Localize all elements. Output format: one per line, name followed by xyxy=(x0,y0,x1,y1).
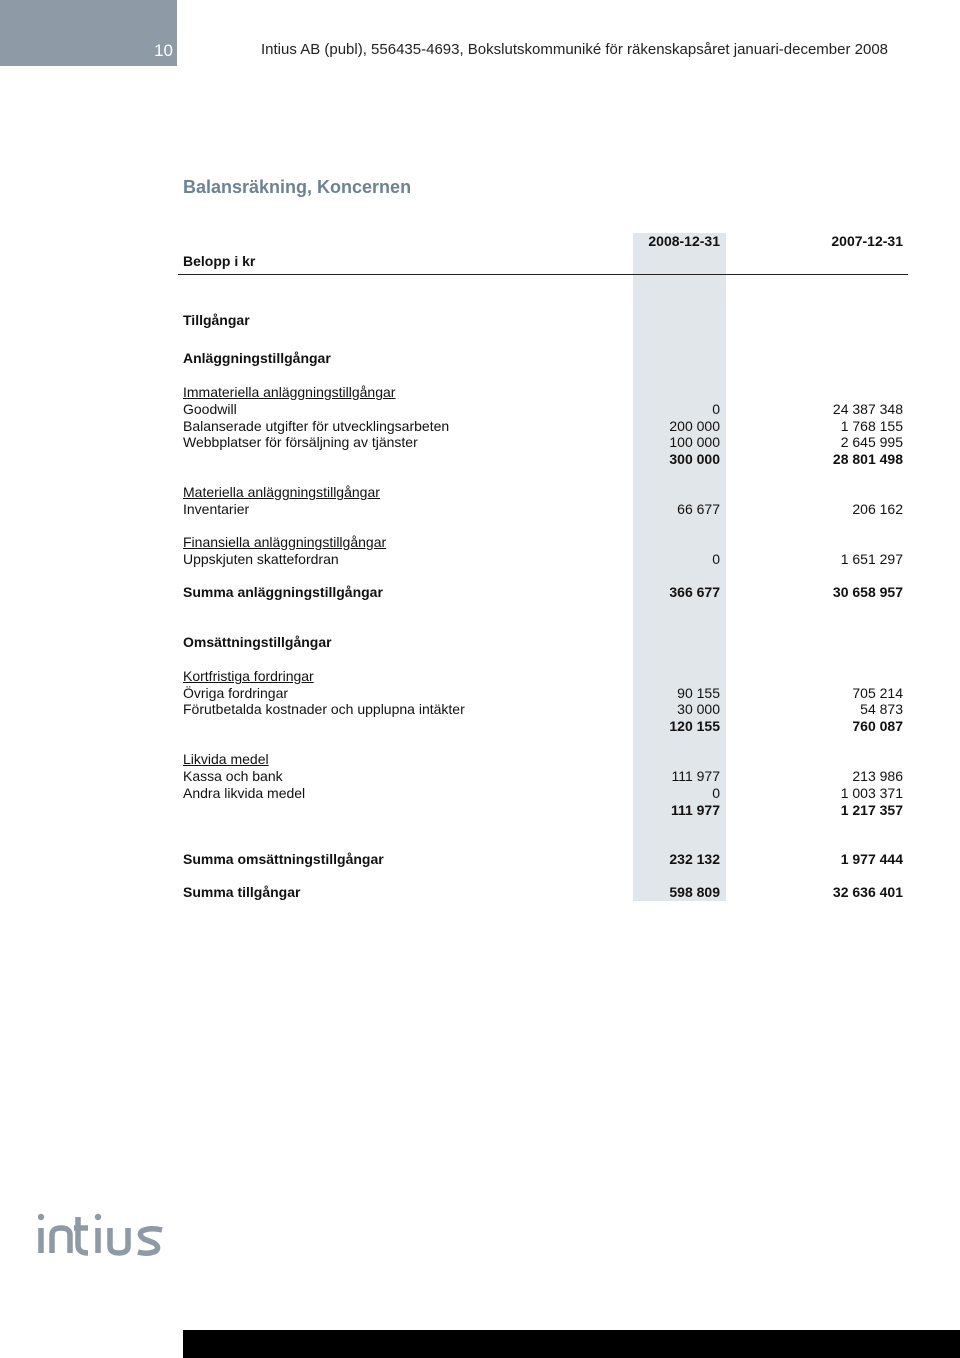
row-label: Övriga fordringar xyxy=(183,685,289,701)
table-row xyxy=(183,350,903,367)
value-2007: 206 162 xyxy=(852,501,903,517)
page-number-box xyxy=(0,0,177,66)
row-label: Immateriella anläggningstillgångar xyxy=(183,384,396,400)
row-label: Goodwill xyxy=(183,401,237,417)
table-row xyxy=(183,802,903,819)
column-header-2007: 2007-12-31 xyxy=(831,233,903,249)
table-row xyxy=(183,701,903,718)
value-2007: 1 003 371 xyxy=(840,785,903,801)
value-2008: 90 155 xyxy=(677,685,720,701)
table-row xyxy=(183,534,903,551)
table-row xyxy=(183,384,903,401)
table-row xyxy=(183,584,903,601)
value-2008: 66 677 xyxy=(677,501,720,517)
table-row xyxy=(183,668,903,685)
value-2008: 232 132 xyxy=(669,851,720,867)
row-label: Andra likvida medel xyxy=(183,785,306,801)
value-2008: 111 977 xyxy=(671,768,720,784)
row-label: Finansiella anläggningstillgångar xyxy=(183,534,387,550)
table-row xyxy=(183,312,903,329)
row-label: Förutbetalda kostnader och upplupna intäkter xyxy=(183,701,465,717)
row-label: Tillgångar xyxy=(183,312,250,328)
table-row xyxy=(183,768,903,785)
amount-unit-label: Belopp i kr xyxy=(183,253,256,269)
value-2008: 200 000 xyxy=(669,418,720,434)
table-row xyxy=(183,451,903,468)
value-2008: 100 000 xyxy=(669,434,720,450)
table-row xyxy=(183,551,903,568)
row-label: Inventarier xyxy=(183,501,250,517)
value-2007: 1 217 357 xyxy=(840,802,903,818)
column-header-2008: 2008-12-31 xyxy=(648,233,720,249)
value-2008: 120 155 xyxy=(669,718,720,734)
value-2007: 28 801 498 xyxy=(832,451,903,467)
value-2008: 0 xyxy=(712,551,720,567)
row-label: Summa anläggningstillgångar xyxy=(183,584,383,600)
table-row xyxy=(183,884,903,901)
page-title: Balansräkning, Koncernen xyxy=(183,177,412,197)
table-row xyxy=(183,484,903,501)
footer-bar xyxy=(183,1330,960,1358)
row-label: Balanserade utgifter för utvecklingsarbeten xyxy=(183,418,450,434)
column-header-row xyxy=(183,233,903,250)
table-row xyxy=(183,751,903,768)
table-row xyxy=(183,851,903,868)
row-label: Omsättningstillgångar xyxy=(183,634,332,650)
value-2007: 705 214 xyxy=(852,685,903,701)
row-label: Kassa och bank xyxy=(183,768,283,784)
value-2007: 54 873 xyxy=(860,701,903,717)
amount-unit-row xyxy=(183,253,903,270)
table-row xyxy=(183,634,903,651)
value-2007: 2 645 995 xyxy=(840,434,903,450)
table-row xyxy=(183,685,903,702)
value-2007: 1 768 155 xyxy=(840,418,903,434)
value-2007: 213 986 xyxy=(852,768,903,784)
row-label: Summa omsättningstillgångar xyxy=(183,851,384,867)
value-2007: 32 636 401 xyxy=(832,884,903,900)
value-2008: 111 977 xyxy=(670,802,720,818)
value-2007: 760 087 xyxy=(852,718,903,734)
row-label: Summa tillgångar xyxy=(183,884,301,900)
value-2007: 30 658 957 xyxy=(832,584,903,600)
row-label: Uppskjuten skattefordran xyxy=(183,551,339,567)
row-label: Likvida medel xyxy=(183,751,269,767)
row-label: Materiella anläggningstillgångar xyxy=(183,484,380,500)
row-label: Anläggningstillgångar xyxy=(183,350,331,366)
table-row xyxy=(183,718,903,735)
header-divider xyxy=(178,274,908,275)
table-row xyxy=(183,501,903,518)
row-label: Kortfristiga fordringar xyxy=(183,668,314,684)
value-2008: 366 677 xyxy=(669,584,720,600)
value-2008: 0 xyxy=(712,785,720,801)
value-2008: 598 809 xyxy=(669,884,720,900)
intius-logo xyxy=(38,1209,188,1257)
table-row xyxy=(183,418,903,435)
row-label: Webbplatser för försäljning av tjänster xyxy=(183,434,418,450)
value-2008: 300 000 xyxy=(669,451,720,467)
value-2008: 30 000 xyxy=(677,701,720,717)
page-number: 10 xyxy=(154,41,173,60)
value-2007: 1 977 444 xyxy=(840,851,903,867)
document-header: Intius AB (publ), 556435-4693, Bokslutskommuniké för räkenskapsåret januari-december 2008 xyxy=(261,41,889,58)
value-2007: 1 651 297 xyxy=(840,551,903,567)
table-row xyxy=(183,434,903,451)
table-row xyxy=(183,401,903,418)
table-row xyxy=(183,785,903,802)
value-2007: 24 387 348 xyxy=(832,401,903,417)
value-2008: 0 xyxy=(712,401,720,417)
